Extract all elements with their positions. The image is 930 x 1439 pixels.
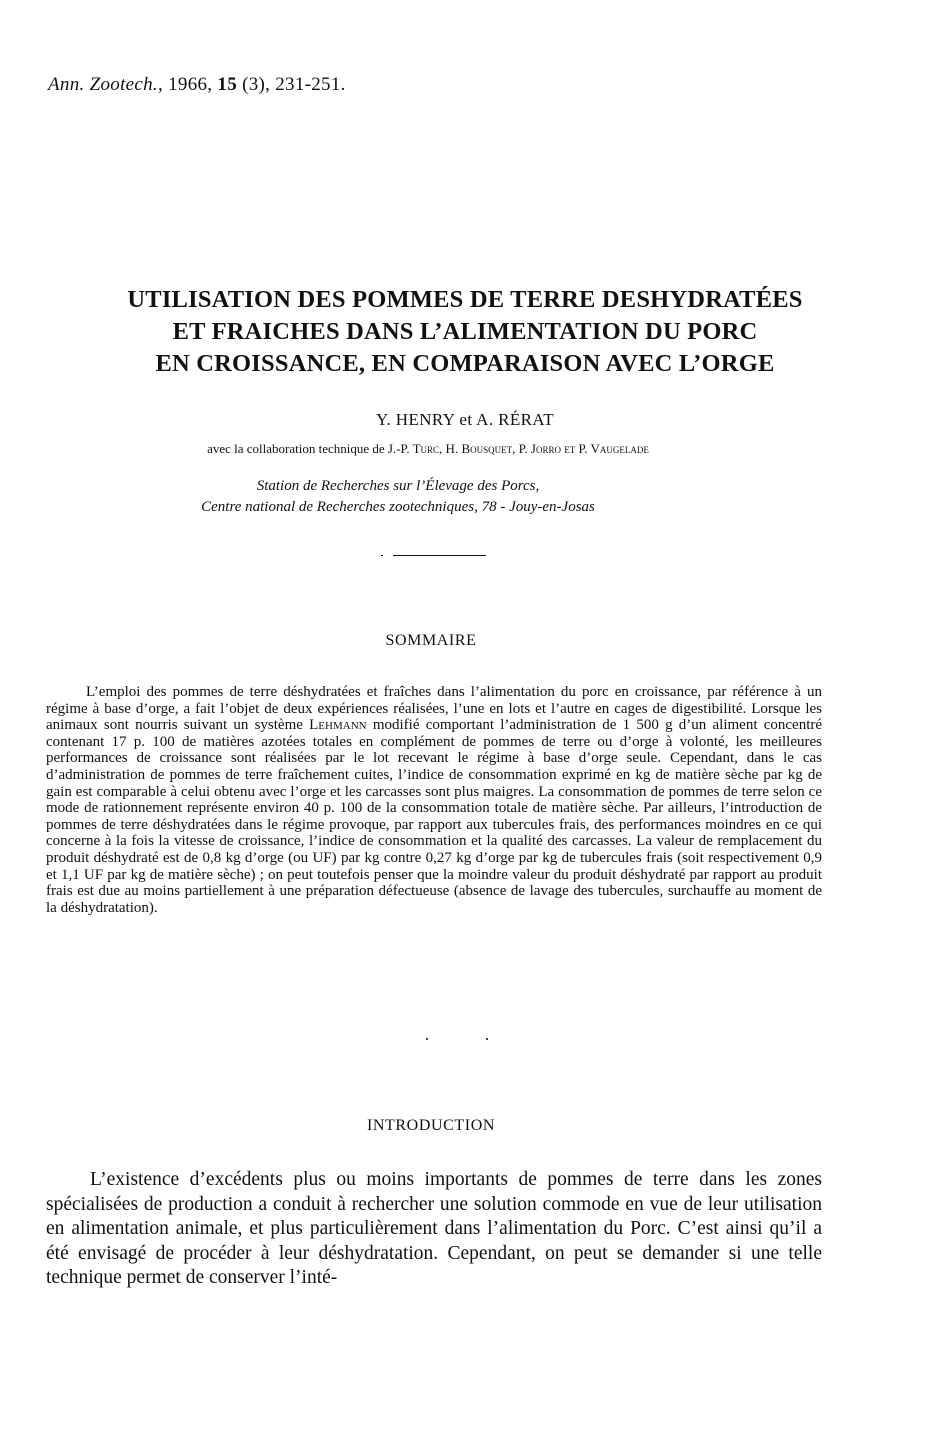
author-name-lehmann: Lehmann — [309, 717, 367, 734]
title-line: EN CROISSANCE, EN COMPARAISON AVEC L’ORGE — [155, 350, 775, 377]
affiliation-line: Centre national de Recherches zootechniques, 78 - Jouy-en-Josas — [201, 499, 595, 515]
summary-text-end: modifié comportant l’administration de 1 500 g d’un aliment concentré contenant 17 p. 100 de matières azotées totales en complément de pommes de terre ou d’orge à volonté, les meilleures performances de croissance sont réalisées par le lot recevant le régime à base d’orge seule. Cependant, dans le cas d’administration de pommes de terre fraîchement cuites, l’indice de consommation exprimé en kg de matière sèche par kg de gain est comparable à celui obtenu avec l’orge et les carcasses sont plus maigres. La consommation de pommes de terre selon ce mode de rationnement représente environ 40 p. 100 de la consommation totale de matière sèche. Par ailleurs, l’introduction de pommes de terre déshydratées dans le régime provoque, par rapport aux tubercules frais, des performances moindres en ce qui concerne à la fois la vitesse de croissance, l’indice de consommation et la qualité des carcasses. La valeur de remplacement du produit déshydraté est de 0,8 kg d’orge (ou UF) par kg contre 0,27 kg d’orge par kg de tubercules frais (soit respectivement 0,9 et 1,1 UF par kg de matière sèche) ; on peut toutefois penser que la moindre valeur du produit déshydraté par rapport au produit frais est due au moins partiellement à une préparation défectueuse (absence de lavage des tubercules, surchauffe au moment de la déshydratation). — [46, 717, 823, 916]
journal-citation — [48, 74, 346, 96]
dot — [426, 1038, 428, 1040]
section-dots — [0, 1038, 930, 1042]
citation-year: 1966, — [168, 74, 213, 95]
affiliation — [0, 476, 796, 518]
dot — [486, 1038, 488, 1040]
separator-dot — [381, 555, 383, 556]
citation-issue-pages: (3), 231-251. — [242, 74, 346, 95]
authors: Y. HENRY et A. RÉRAT — [375, 410, 555, 429]
collaboration-note — [0, 441, 856, 457]
separator-rule — [393, 555, 486, 556]
introduction-heading: INTRODUCTION — [366, 1117, 496, 1134]
citation-volume: 15 — [217, 74, 238, 95]
introduction-paragraph: L’existence d’excédents plus ou moins importants de pommes de terre dans les zones spécialisées de production a conduit à rechercher une solution commode en vue de leur utilisation en alimentation animale, et plus particulièrement dans l’alimentation du Porc. C’est ainsi qu’il a été envisagé de procéder à leur déshydratation. Cependant, on peut se demander si une telle technique permet de conserver l’inté- — [46, 1169, 822, 1288]
collaboration-names: J.-P. Turc, H. Bousquet, P. Jorro et P. Vaugelade — [387, 441, 649, 456]
paper-title — [40, 284, 890, 380]
journal-name: Ann. Zootech., — [48, 74, 164, 95]
summary-text-start: L’emploi des pommes de terre déshydratées et fraîches dans l’alimentation du porc en croissance, par référence à un régime à base d’orge, a fait l’objet de deux expériences réalisées, l’une en lots et l’autre en cages de digestibilité. Lorsque les animaux sont nourris suivant un système — [46, 684, 822, 734]
collaboration-prefix: avec la collaboration technique de — [207, 441, 385, 456]
summary-heading: SOMMAIRE — [385, 632, 477, 649]
affiliation-line: Station de Recherches sur l’Élevage des Porcs, — [256, 478, 540, 494]
title-line: UTILISATION DES POMMES DE TERRE DESHYDRATÉES — [127, 286, 803, 313]
title-line: ET FRAICHES DANS L’ALIMENTATION DU PORC — [172, 318, 758, 345]
summary-paragraph — [46, 684, 822, 916]
